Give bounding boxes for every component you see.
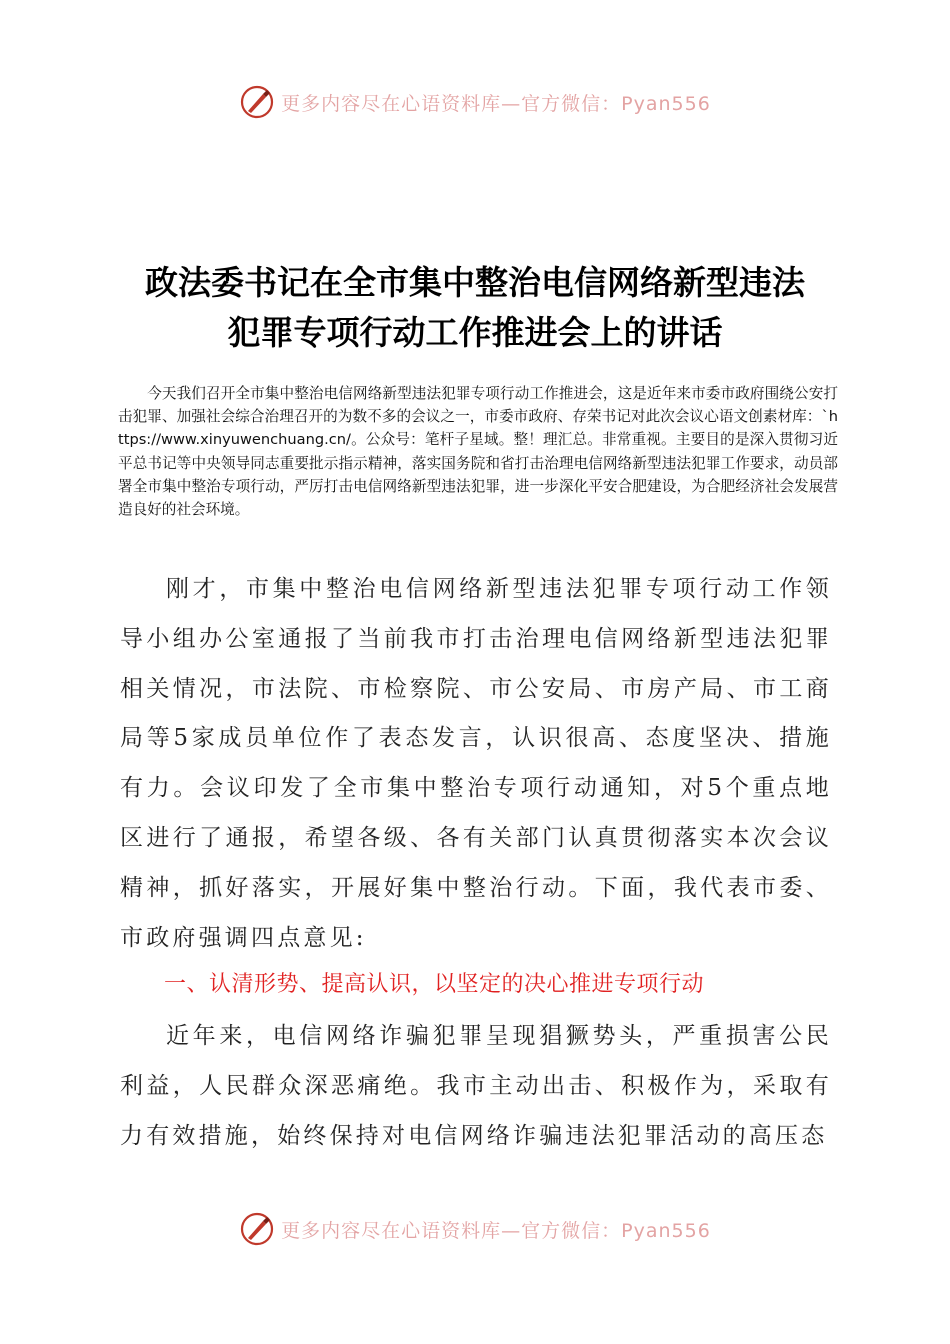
watermark-text: 更多内容尽在心语资料库—官方微信：Pyan556 [281, 1219, 711, 1242]
pen-logo-icon [239, 84, 275, 120]
body-paragraph-2: 近年来，电信网络诈骗犯罪呈现猖獗势头，严重损害公民利益，人民群众深恶痛绝。我市主动出击、积极作为，采取有力有效措施，始终保持对电信网络诈骗违法犯罪活动的高压态 [120, 1023, 832, 1149]
pen-logo-icon [239, 1211, 275, 1247]
watermark-text: 更多内容尽在心语资料库—官方微信：Pyan556 [281, 92, 711, 115]
body-paragraph-1: 刚才，市集中整治电信网络新型违法犯罪专项行动工作领导小组办公室通报了当前我市打击治理电信网络新型违法犯罪相关情况，市法院、市检察院、市公安局、市房产局、市工商局等5家成员单位作了表态发言，认识很高、态度坚决、措施有力。会议印发了全市集中整治专项行动通知，对5个重点地区进行了通报，希望各级、各有关部门认真贯彻落实本次会议精神，抓好落实，开展好集中整治行动。下面，我代表市委、市政府强调四点意见: [120, 576, 832, 951]
footer-watermark [0, 1209, 950, 1249]
intro-paragraph: 今天我们召开全市集中整治电信网络新型违法犯罪专项行动工作推进会，这是近年来市委市政府围绕公安打击犯罪、加强社会综合治理召开的为数不多的会议之一，市委市政府、存荣书记对此次会议心语文创素材库：`https://www.xinyuwenchuang.cn/。公众号：笔杆子星域。整！理汇总。非常重视。主要目的是深入贯彻习近平总书记等中央领导同志重要批示指示精神，落实国务院和省打击治理电信网络新型违法犯罪工作要求，动员部署全市集中整治专项行动，严厉打击电信网络新型违法犯罪，进一步深化平安合肥建设，为合肥经济社会发展营造良好的社会环境。 [118, 385, 838, 519]
section-heading-1: 一、认清形势、提高认识，以坚定的决心推进专项行动 [164, 972, 705, 997]
header-watermark [0, 82, 950, 122]
title-line-1: 政法委书记在全市集中整治电信网络新型违法 [145, 263, 805, 302]
title-line-2: 犯罪专项行动工作推进会上的讲话 [227, 313, 723, 352]
document-title [60, 258, 890, 358]
